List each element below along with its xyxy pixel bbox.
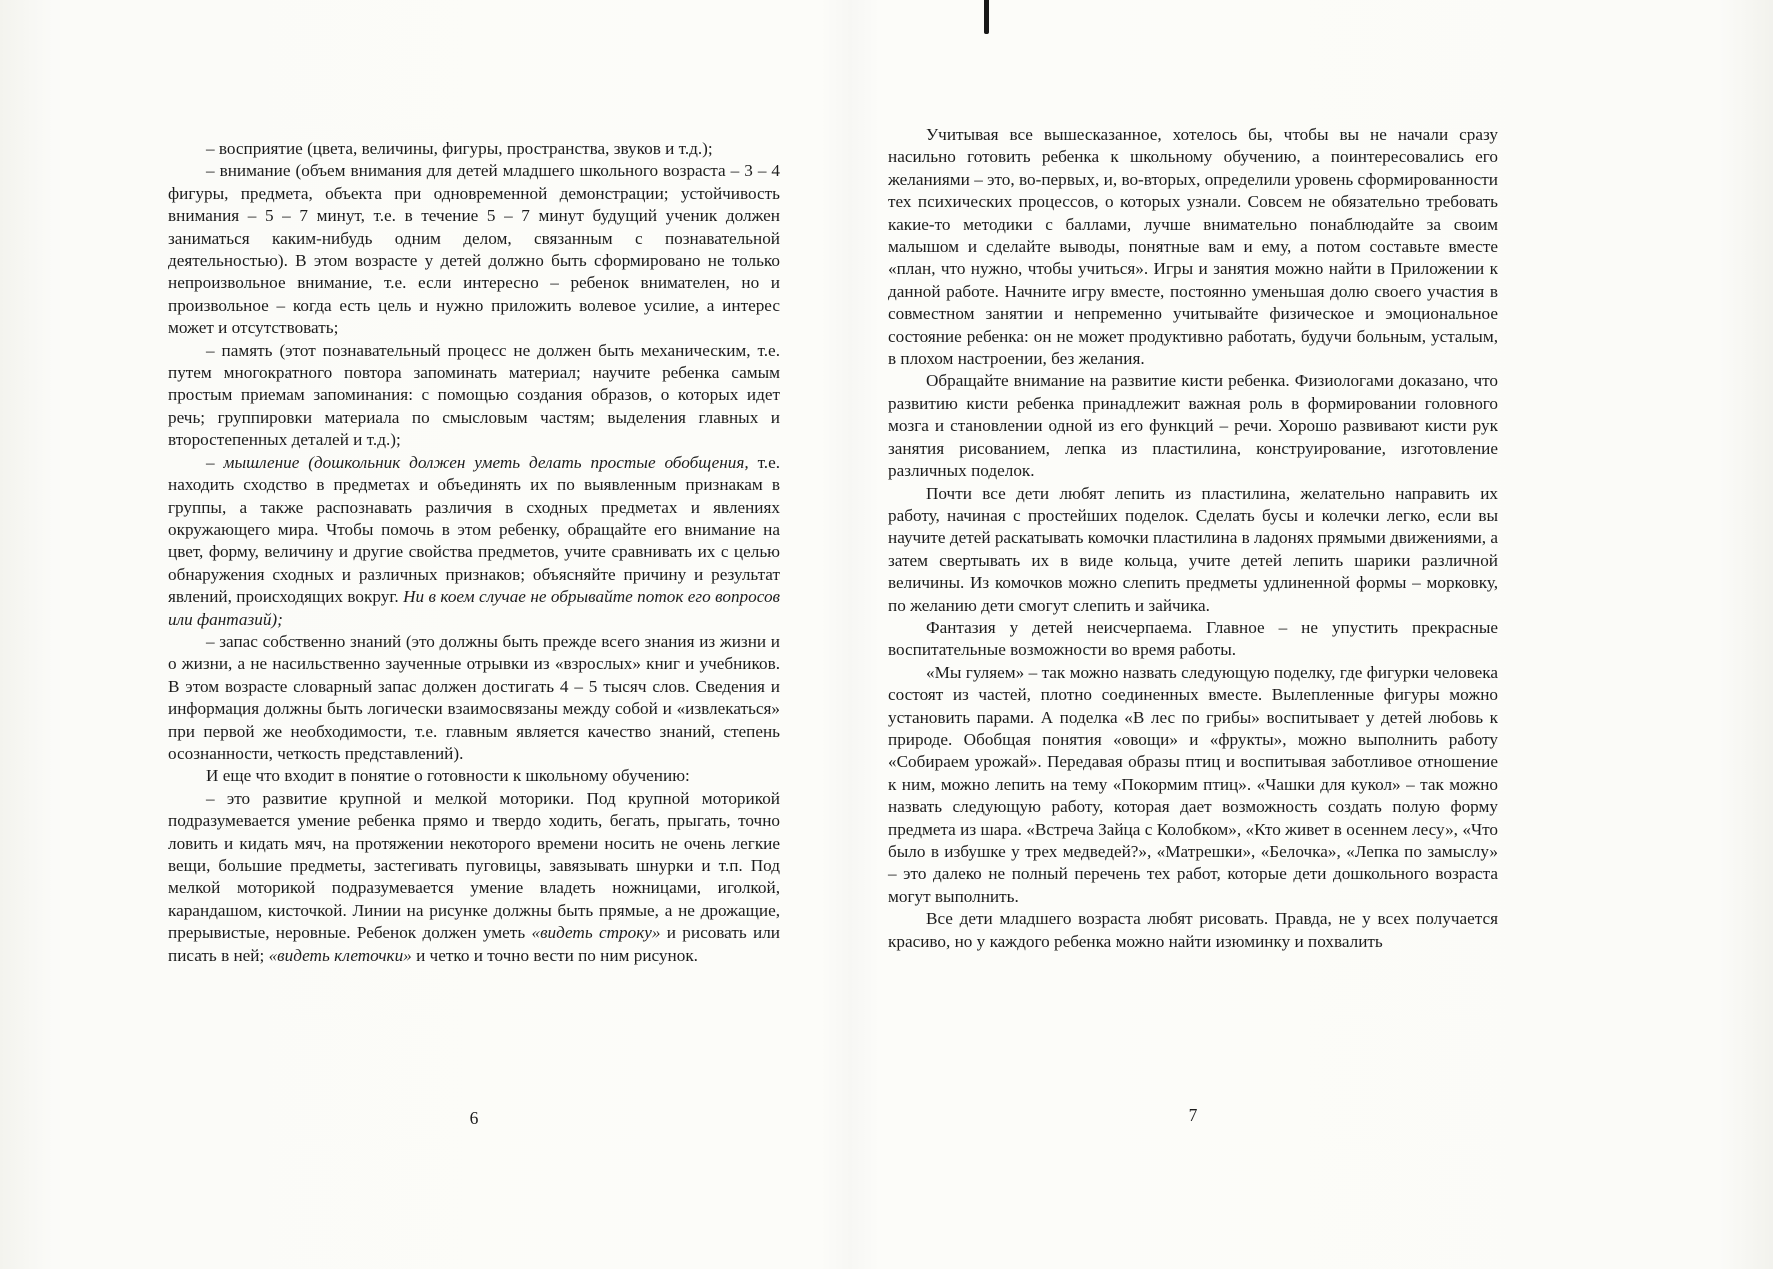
text-run: «Мы гуляем» – так можно назвать следующую поделку, где фигурки человека состоят из частей, плотно соединенных вместе. Вылепленные фигуры можно установить парами. А поделка «В лес по грибы» воспитывает у детей любовь к природе. Обобщая понятия «овощи» и «фрукты», можно выполнить работу «Собираем урожай». Передавая образы птиц и воспитывая заботливое отношение к ним, можно лепить на тему «Покормим птиц». «Чашки для кукол» – так можно назвать следующую работу, которая дает возможность создать полую форму предмета из шара. «Встреча Зайца с Колобком», «Кто живет в осеннем лесу», «Что было в избушке у трех медведей?», «Матрешки», «Белочка», «Лепка по замыслу» – это далеко не полный перечень тех работ, которые дети дошкольного возраста могут выполнить. xyxy=(888,662,1498,906)
page-left-text xyxy=(168,138,780,967)
text-run: Все дети младшего возраста любят рисовать. Правда, не у всех получается красиво, но у каждого ребенка можно найти изюминку и похвалить xyxy=(888,909,1498,951)
text-run: и четко и точно вести по ним рисунок. xyxy=(411,945,698,965)
paragraph xyxy=(888,370,1498,482)
text-run-italic: мышление (дошкольник должен уметь делать простые обобщения, xyxy=(223,452,749,472)
text-run-italic: «видеть строку» xyxy=(531,923,661,943)
text-run: – запас собственно знаний (это должны быть прежде всего знания из жизни и о жизни, а не насильственно заученные отрывки из «взрослых» книг и учебников. В этом возрасте словарный запас должен достигать 4 – 5 тысяч слов. Сведения и информация должны быть логически взаимосвязаны между собой и «извлекаться» при первой же необходимости, т.е. главным является качество знаний, степень осознанности, четкость представлений). xyxy=(168,631,780,763)
paragraph xyxy=(168,452,780,631)
text-run: Фантазия у детей неисчерпаема. Главное – не упустить прекрасные воспитательные возможности во время работы. xyxy=(888,617,1498,660)
paragraph xyxy=(888,483,1498,617)
paragraph xyxy=(888,908,1498,953)
paragraph xyxy=(168,631,780,765)
text-run: – xyxy=(206,452,224,472)
page-number-left: 6 xyxy=(469,1108,479,1128)
text-run-italic: «видеть клеточки» xyxy=(268,945,412,965)
text-run: – внимание (объем внимания для детей младшего школьного возраста – 3 – 4 фигуры, предмета, объекта при одновременной демонстрации; устойчивость внимания – 5 – 7 минут, т.е. в течение 5 – 7 минут будущий ученик должен заниматься каким-нибудь одним делом, связанным с познавательной деятельностью). В этом возрасте у детей должно быть сформировано не только непроизвольное внимание, т.е. если интересно – ребенок внимателен, но и произвольное – когда есть цель и нужно приложить волевое усилие, а интерес может и отсутствовать; xyxy=(168,161,780,338)
paragraph xyxy=(888,617,1498,662)
page-gutter-shade xyxy=(820,0,880,1269)
paragraph xyxy=(168,160,780,339)
text-run: И еще что входит в понятие о готовности к школьному обучению: xyxy=(206,766,690,786)
paragraph xyxy=(168,788,780,967)
page-number-right: 7 xyxy=(1188,1105,1198,1125)
paragraph xyxy=(168,340,780,452)
paragraph xyxy=(168,765,780,787)
text-run: – восприятие (цвета, величины, фигуры, пространства, звуков и т.д.); xyxy=(206,139,713,158)
text-run: и рисовать или писать в ней; xyxy=(168,923,780,965)
text-run: – память (этот познавательный процесс не должен быть механическим, т.е. путем многократного повтора запоминать материал; научите ребенка самым простым приемам запоминания: с помощью создания образов, о которых идет речь; группировки материала по смысловым частям; выделения главных и второстепенных деталей и т.д.); xyxy=(168,340,780,450)
text-run: Почти все дети любят лепить из пластилина, желательно направить их работу, начиная с простейших поделок. Сделать бусы и колечки легко, если вы научите детей раскатывать комочки пластилина в ладонях прямыми движениями, а затем свертывать их в виде кольца, учите детей лепить шарики различной величины. Из комочков можно слепить предметы удлиненной формы – морковку, по желанию дети смогут слепить и зайчика. xyxy=(888,483,1499,615)
text-run: т.е. находить сходство в предметах и объединять их по выявленным признакам в группы, а также распознавать различия в сходных предметах и явлениях окружающего мира. Чтобы помочь в этом ребенку, обращайте его внимание на цвет, форму, величину и другие свойства предметов, учите сравнивать их с целью обнаружения сходных и различных признаков; объясняйте причину и результат явлений, происходящих вокруг. xyxy=(168,452,781,607)
text-run: – это развитие крупной и мелкой моторики. Под крупной моторикой подразумевается умение ребенка прямо и твердо ходить, бегать, прыгать, точно ловить и кидать мяч, на протяжении некоторого времени носить не очень легкие вещи, большие предметы, застегивать пуговицы, завязывать шнурки и т.п. Под мелкой моторикой подразумевается умение владеть ножницами, иголкой, карандашом, кисточкой. Линии на рисунке должны быть прямые, а не дрожащие, прерывистые, неровные. Ребенок должен уметь xyxy=(168,788,780,943)
page-right-text xyxy=(888,124,1498,953)
paragraph xyxy=(888,124,1498,370)
paragraph xyxy=(888,662,1498,908)
paragraph xyxy=(168,138,780,160)
text-run: Обращайте внимание на развитие кисти ребенка. Физиологами доказано, что развитию кисти ребенка принадлежит важная роль в формировании головного мозга и становлении одной из его функций – речи. Хорошо развивают кисти рук занятия рисованием, лепка из пластилина, конструирование, изготовление различных поделок. xyxy=(888,371,1498,481)
scan-gutter-mark xyxy=(984,0,989,34)
text-run: Учитывая все вышесказанное, хотелось бы, чтобы вы не начали сразу насильно готовить ребенка к школьному обучению, а поинтересовались его желаниями – это, во-первых, и, во-вторых, определили уровень сформированности тех психических процессов, о которых узнали. Совсем не обязательно требовать какие-то методики с баллами, лучше внимательно понаблюдайте за своим малышом и сделайте выводы, понятные вам и ему, а потом составьте вместе «план, что нужно, чтобы учиться». Игры и занятия можно найти в Приложении к данной работе. Начните игру вместе, постоянно уменьшая долю своего участия в совместном занятии и непременно учитывайте физическое и эмоциональное состояние ребенка: он не может продуктивно работать, будучи больным, усталым, в плохом настроении, без желания. xyxy=(888,125,1498,369)
text-run-italic: Ни в коем случае не обрывайте поток его вопросов или фантазий); xyxy=(168,587,780,629)
